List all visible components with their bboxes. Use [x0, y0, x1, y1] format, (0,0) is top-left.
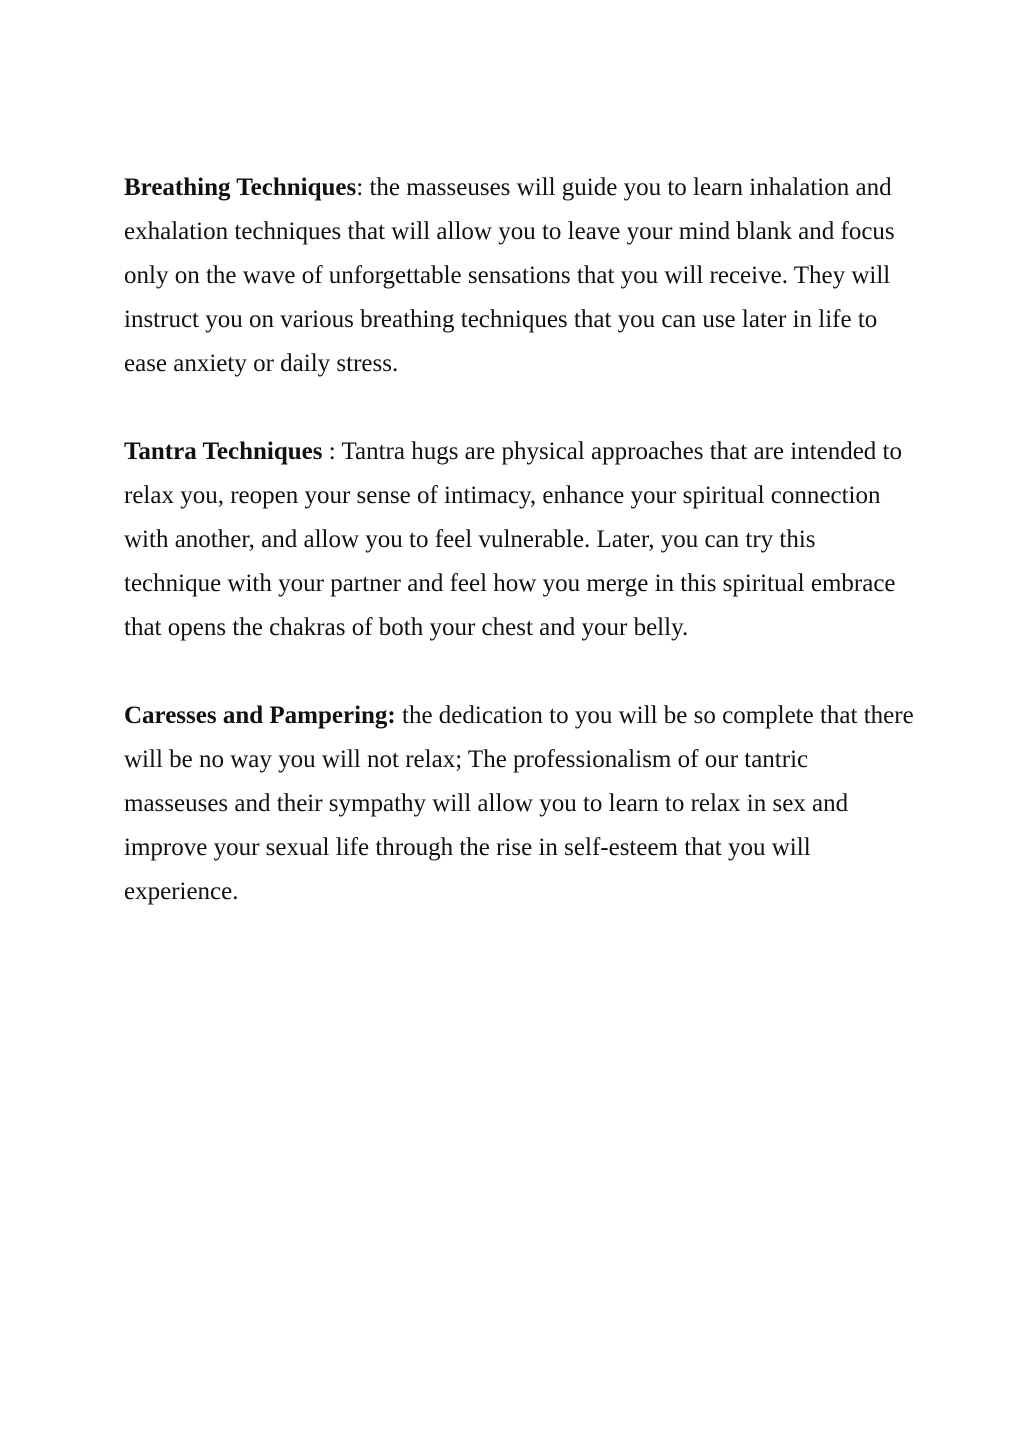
paragraph-tantra-techniques — [124, 430, 914, 650]
term-tantra-techniques: Tantra Techniques — [124, 438, 323, 465]
paragraph-text: Tantra hugs are physical approaches that are intended to relax you, reopen your sense of intimacy, enhance your spiritual connection with another, and allow you to feel vulnerable. Later, you can try this technique with your partner and feel how you merge in this spiritual embrace that opens the chakras of both your chest and your belly. — [124, 438, 902, 641]
term-caresses-and-pampering: Caresses and Pampering: — [124, 702, 396, 729]
paragraph-caresses-and-pampering — [124, 694, 914, 914]
paragraph-breathing-techniques — [124, 166, 914, 386]
paragraph-text: the dedication to you will be so complete that there will be no way you will not relax; The professionalism of our tantric masseuses and their sympathy will allow you to learn to relax in sex and improve your sexual life through the rise in self-esteem that you will experience. — [124, 702, 914, 905]
term-breathing-techniques: Breathing Techniques — [124, 174, 357, 201]
separator: : — [322, 438, 342, 465]
paragraph-text: the masseuses will guide you to learn inhalation and exhalation techniques that will allow you to leave your mind blank and focus only on the wave of unforgettable sensations that you will receive. They will instruct you on various breathing techniques that you can use later in life to ease anxiety or daily stress. — [124, 174, 895, 377]
document-page — [124, 166, 914, 958]
separator: : — [356, 174, 370, 201]
